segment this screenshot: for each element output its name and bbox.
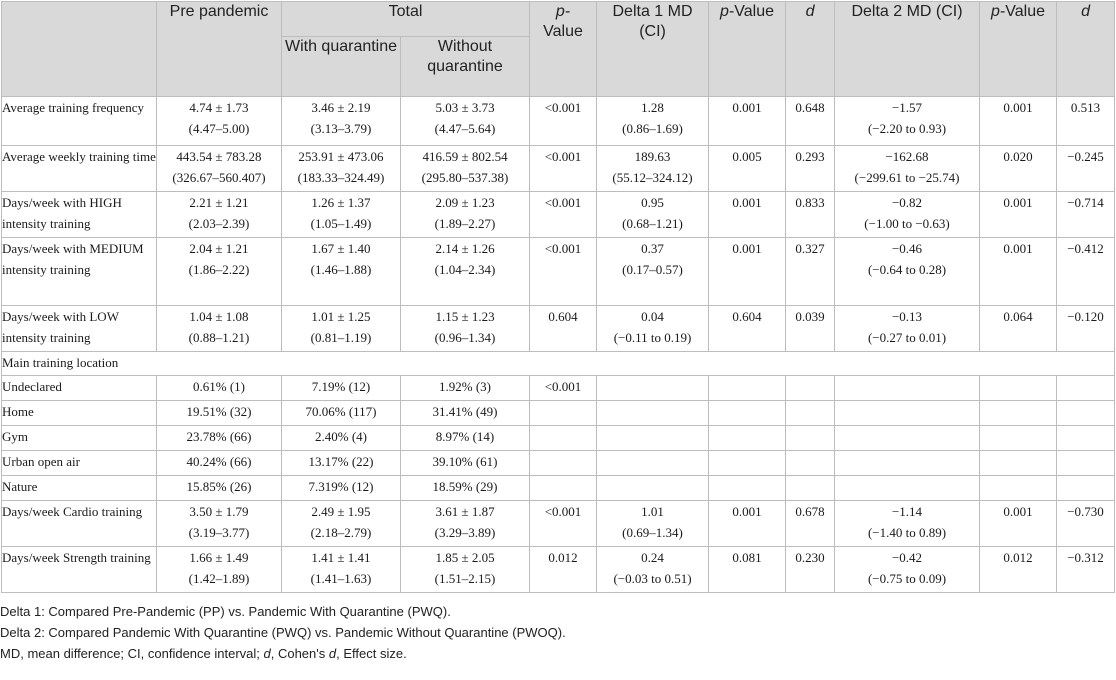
empty-cell [709,376,786,401]
location-label [2,376,157,401]
delta-1-d-cell-value: 0.327 [795,241,825,256]
p-value-cell-value: <0.001 [544,195,582,210]
delta-1-cell-value: (0.69–1.34) [622,525,683,540]
without-quarantine-cell-value: (1.89–2.27) [434,216,496,231]
location-label [2,451,157,476]
empty-cell [709,401,786,426]
delta-1-cell-value: (−0.11 to 0.19) [613,330,692,345]
pre-pandemic-cell-value: 2.21 ± 1.21 [189,195,249,210]
pre-pandemic-cell [157,238,282,306]
header-delta-1: Delta 1 MD (CI) [597,2,709,97]
delta-2-cell [835,306,980,352]
empty-cell [1057,376,1115,401]
header-p-value-2: p-Value [709,2,786,97]
delta-1-p-cell-value: 0.081 [732,550,762,565]
delta-2-p-cell-value: 0.001 [1003,504,1033,519]
pre-pandemic-cell [157,306,282,352]
with-quarantine-cell [282,476,401,501]
without-quarantine-cell-value: (1.51–2.15) [434,571,496,586]
pre-pandemic-cell-value: (3.19–3.77) [188,525,250,540]
without-quarantine-cell [401,501,530,547]
p-value-cell [530,426,597,451]
empty-cell [1057,476,1115,501]
empty-cell [786,451,835,476]
row-label [2,238,157,306]
empty-cell [835,426,980,451]
with-quarantine-cell-value: 7.319% (12) [308,479,374,494]
delta-2-d-cell-value: −0.714 [1067,195,1104,210]
delta-1-p-cell [709,306,786,352]
footnote-abbreviations: MD, mean difference; CI, confidence interval; d, Cohen's d, Effect size. [0,646,407,661]
delta-1-d-cell-value: 0.648 [795,100,825,115]
table-row [2,401,1115,426]
header-pre-pandemic: Pre pandemic [157,2,282,97]
without-quarantine-cell [401,306,530,352]
with-quarantine-cell [282,426,401,451]
with-quarantine-cell [282,547,401,593]
empty-cell [786,426,835,451]
delta-2-p-cell-value: 0.064 [1003,309,1033,324]
p-value-cell [530,306,597,352]
pre-pandemic-cell [157,451,282,476]
delta-1-p-cell [709,146,786,192]
row-label-value: Average weekly training time [2,149,156,164]
with-quarantine-cell [282,376,401,401]
with-quarantine-cell-value: 70.06% (117) [305,404,377,419]
with-quarantine-cell-value: (1.46–1.88) [310,262,372,277]
p-value-cell [530,376,597,401]
delta-2-cell-value: −0.42 [891,550,923,565]
empty-cell [835,376,980,401]
pre-pandemic-cell [157,376,282,401]
empty-cell [835,451,980,476]
delta-1-p-cell [709,192,786,238]
with-quarantine-cell [282,192,401,238]
with-quarantine-cell-value: 3.46 ± 2.19 [311,100,371,115]
empty-cell [980,376,1057,401]
delta-2-p-cell [980,97,1057,146]
delta-2-p-cell-value: 0.012 [1003,550,1033,565]
row-label [2,306,157,352]
with-quarantine-cell-value: 13.17% (22) [308,454,374,469]
section-heading-row [2,352,1115,376]
with-quarantine-cell-value: (3.13–3.79) [310,121,372,136]
delta-2-d-cell [1057,501,1115,547]
delta-2-cell [835,192,980,238]
p-value-cell [530,401,597,426]
empty-cell [597,426,709,451]
with-quarantine-cell-value: 1.67 ± 1.40 [311,241,371,256]
row-label [2,192,157,238]
delta-1-p-cell [709,501,786,547]
delta-2-p-cell-value: 0.001 [1003,100,1033,115]
empty-cell [709,426,786,451]
delta-2-cell [835,146,980,192]
table-row [2,476,1115,501]
empty-cell [709,476,786,501]
header-p-value-1: p- Value [530,2,597,97]
p-value-cell-value: <0.001 [544,241,582,256]
table-row [2,192,1115,238]
table-row [2,306,1115,352]
without-quarantine-cell [401,97,530,146]
footnote-delta-1: Delta 1: Compared Pre-Pandemic (PP) vs. Pandemic With Quarantine (PWQ). [0,604,451,619]
with-quarantine-cell-value: (0.81–1.19) [310,330,372,345]
delta-1-d-cell-value: 0.678 [795,504,825,519]
delta-2-d-cell [1057,547,1115,593]
without-quarantine-cell [401,476,530,501]
empty-cell [1057,451,1115,476]
empty-cell [786,376,835,401]
empty-cell [597,451,709,476]
pre-pandemic-cell-value: (0.88–1.21) [188,330,250,345]
results-table [1,1,1115,593]
delta-2-d-cell-value: 0.513 [1070,100,1101,115]
without-quarantine-cell-value: 5.03 ± 3.73 [435,100,495,115]
delta-1-d-cell [786,192,835,238]
delta-1-cell-value: (0.86–1.69) [622,121,683,136]
p-value-cell [530,476,597,501]
row-label [2,146,157,192]
section-heading-location [2,352,1115,376]
pre-pandemic-cell-value: 3.50 ± 1.79 [189,504,249,519]
with-quarantine-cell-value: 1.01 ± 1.25 [311,309,371,324]
delta-1-cell-value: 189.63 [634,149,671,164]
delta-1-d-cell [786,238,835,306]
delta-1-p-cell [709,97,786,146]
header-delta-2: Delta 2 MD (CI) [835,2,980,97]
delta-1-cell [597,97,709,146]
row-label-value: Days/week with MEDIUM intensity training [2,241,144,277]
delta-1-d-cell-value: 0.833 [795,195,825,210]
header-without-quarantine: Without quarantine [401,37,530,97]
table-row [2,376,1115,401]
delta-2-p-cell-value: 0.001 [1003,241,1033,256]
with-quarantine-cell-value: 7.19% (12) [311,379,371,394]
delta-2-cell [835,547,980,593]
p-value-cell-value: 0.012 [548,550,578,565]
delta-2-cell-value: −1.14 [891,504,923,519]
header-with-quarantine: With quarantine [282,37,401,97]
row-label [2,97,157,146]
with-quarantine-cell [282,146,401,192]
delta-1-cell [597,547,709,593]
without-quarantine-cell [401,547,530,593]
delta-2-d-cell-value: −0.412 [1067,241,1104,256]
delta-2-d-cell-value: −0.245 [1067,149,1104,164]
delta-1-d-cell-value: 0.230 [795,550,825,565]
without-quarantine-cell [401,238,530,306]
delta-1-p-cell-value: 0.001 [732,504,762,519]
delta-1-cell [597,192,709,238]
empty-cell [980,426,1057,451]
delta-1-cell [597,238,709,306]
delta-2-cell-value: (−1.00 to −0.63) [864,216,950,231]
p-value-cell-value: <0.001 [544,504,582,519]
delta-2-cell-value: −0.82 [891,195,923,210]
delta-2-cell [835,238,980,306]
p-value-cell-value: <0.001 [544,100,582,115]
location-label [2,401,157,426]
p-value-cell [530,146,597,192]
delta-2-cell-value: −1.57 [891,100,923,115]
without-quarantine-cell [401,146,530,192]
pre-pandemic-cell-value: (326.67–560.407) [172,170,266,185]
pre-pandemic-cell-value: (2.03–2.39) [188,216,250,231]
section-heading-location-value: Main training location [2,355,119,370]
without-quarantine-cell-value: (295.80–537.38) [421,170,509,185]
delta-2-cell-value: (−0.27 to 0.01) [867,330,947,345]
p-value-cell [530,451,597,476]
pre-pandemic-cell-value: 443.54 ± 783.28 [176,149,262,164]
with-quarantine-cell [282,238,401,306]
empty-cell [1057,401,1115,426]
with-quarantine-cell-value: (183.33–324.49) [297,170,385,185]
pre-pandemic-cell [157,97,282,146]
delta-2-p-cell [980,306,1057,352]
delta-1-cell-value: 0.24 [641,550,664,565]
delta-2-p-cell-value: 0.001 [1003,195,1033,210]
delta-2-cell-value: −0.13 [891,309,923,324]
without-quarantine-cell-value: 3.61 ± 1.87 [435,504,495,519]
empty-cell [980,476,1057,501]
location-label [2,476,157,501]
row-label-value: Days/week with HIGH intensity training [2,195,122,231]
table-row [2,547,1115,593]
pre-pandemic-cell [157,146,282,192]
empty-cell [709,451,786,476]
row-label [2,547,157,593]
without-quarantine-cell-value: 1.92% (3) [439,379,491,394]
pre-pandemic-cell-value: (1.42–1.89) [188,571,250,586]
location-label-value: Nature [2,479,38,494]
delta-2-cell-value: (−0.64 to 0.28) [867,262,947,277]
delta-2-d-cell-value: −0.312 [1067,550,1104,565]
delta-1-d-cell [786,501,835,547]
pre-pandemic-cell-value: 0.61% (1) [193,379,245,394]
delta-2-d-cell-value: −0.730 [1067,504,1104,519]
p-value-cell [530,501,597,547]
p-value-cell [530,547,597,593]
pre-pandemic-cell-value: 40.24% (66) [186,454,252,469]
without-quarantine-cell [401,192,530,238]
header-d-2: d [1057,2,1115,97]
delta-1-d-cell [786,547,835,593]
delta-2-cell-value: (−0.75 to 0.09) [867,571,947,586]
without-quarantine-cell-value: (3.29–3.89) [434,525,496,540]
without-quarantine-cell-value: 1.15 ± 1.23 [435,309,495,324]
delta-1-d-cell [786,306,835,352]
with-quarantine-cell-value: 1.41 ± 1.41 [311,550,371,565]
table-row [2,451,1115,476]
empty-cell [786,401,835,426]
delta-1-cell-value: (0.17–0.57) [622,262,683,277]
without-quarantine-cell [401,426,530,451]
delta-1-cell-value: (0.68–1.21) [622,216,683,231]
p-value-cell-value: <0.001 [544,379,582,394]
pre-pandemic-cell-value: 23.78% (66) [186,429,252,444]
location-label-value: Home [2,404,34,419]
delta-2-cell-value: −162.68 [885,149,929,164]
pre-pandemic-cell [157,501,282,547]
pre-pandemic-cell-value: 15.85% (26) [186,479,252,494]
delta-2-p-cell [980,501,1057,547]
delta-1-p-cell [709,547,786,593]
delta-1-cell [597,306,709,352]
row-label-value: Days/week with LOW intensity training [2,309,119,345]
header-p-value-3: p-Value [980,2,1057,97]
without-quarantine-cell-value: 31.41% (49) [432,404,498,419]
delta-2-d-cell [1057,238,1115,306]
p-value-cell-value: 0.604 [548,309,578,324]
without-quarantine-cell-value: 1.85 ± 2.05 [435,550,495,565]
delta-1-cell [597,146,709,192]
delta-1-cell [597,501,709,547]
delta-2-p-cell [980,192,1057,238]
table-row [2,146,1115,192]
empty-cell [597,376,709,401]
with-quarantine-cell-value: (1.05–1.49) [310,216,372,231]
p-value-cell [530,238,597,306]
p-value-cell [530,192,597,238]
location-label-value: Undeclared [2,379,62,394]
delta-2-cell [835,97,980,146]
delta-1-p-cell-value: 0.001 [732,195,762,210]
delta-2-d-cell-value: −0.120 [1067,309,1104,324]
delta-1-cell-value: 0.95 [641,195,664,210]
with-quarantine-cell-value: 2.49 ± 1.95 [311,504,371,519]
without-quarantine-cell-value: 416.59 ± 802.54 [422,149,508,164]
delta-1-d-cell-value: 0.293 [795,149,825,164]
pre-pandemic-cell-value: 1.66 ± 1.49 [189,550,249,565]
with-quarantine-cell [282,451,401,476]
with-quarantine-cell [282,97,401,146]
delta-1-d-cell-value: 0.039 [795,309,825,324]
empty-cell [835,401,980,426]
with-quarantine-cell-value: 1.26 ± 1.37 [311,195,371,210]
delta-1-p-cell [709,238,786,306]
with-quarantine-cell-value: (1.41–1.63) [310,571,372,586]
without-quarantine-cell-value: 2.09 ± 1.23 [435,195,495,210]
row-label-value: Days/week Cardio training [2,504,143,519]
without-quarantine-cell-value: (1.04–2.34) [434,262,496,277]
empty-cell [1057,426,1115,451]
pre-pandemic-cell [157,192,282,238]
delta-1-cell-value: 1.01 [641,504,664,519]
pre-pandemic-cell-value: 1.04 ± 1.08 [189,309,249,324]
table-row [2,97,1115,146]
row-label-value: Days/week Strength training [2,550,151,565]
with-quarantine-cell-value: 253.91 ± 473.06 [298,149,384,164]
header-total: Total [282,2,530,37]
p-value-cell-value: <0.001 [544,149,582,164]
without-quarantine-cell [401,401,530,426]
header-label-corner [2,2,157,97]
footnote-delta-2: Delta 2: Compared Pandemic With Quarantine (PWQ) vs. Pandemic Without Quarantine (PWOQ). [0,625,566,640]
delta-1-p-cell-value: 0.001 [732,100,762,115]
with-quarantine-cell [282,306,401,352]
pre-pandemic-cell-value: 2.04 ± 1.21 [189,241,249,256]
delta-2-p-cell-value: 0.020 [1003,149,1033,164]
delta-2-p-cell [980,238,1057,306]
without-quarantine-cell-value: (4.47–5.64) [434,121,496,136]
with-quarantine-cell [282,501,401,547]
location-label-value: Gym [2,429,28,444]
without-quarantine-cell [401,376,530,401]
pre-pandemic-cell-value: (4.47–5.00) [188,121,250,136]
pre-pandemic-cell-value: (1.86–2.22) [188,262,250,277]
empty-cell [786,476,835,501]
empty-cell [980,451,1057,476]
delta-2-d-cell [1057,146,1115,192]
pre-pandemic-cell [157,476,282,501]
delta-2-d-cell [1057,97,1115,146]
without-quarantine-cell-value: (0.96–1.34) [434,330,496,345]
delta-2-cell-value: (−2.20 to 0.93) [867,121,947,136]
table-row [2,501,1115,547]
delta-1-cell-value: (−0.03 to 0.51) [613,571,692,586]
empty-cell [835,476,980,501]
delta-2-cell-value: (−299.61 to −25.74) [854,170,960,185]
empty-cell [597,401,709,426]
delta-1-p-cell-value: 0.604 [732,309,762,324]
pre-pandemic-cell [157,547,282,593]
header-d-1: d [786,2,835,97]
delta-1-p-cell-value: 0.001 [732,241,762,256]
pre-pandemic-cell [157,401,282,426]
location-label [2,426,157,451]
empty-cell [980,401,1057,426]
without-quarantine-cell-value: 2.14 ± 1.26 [435,241,495,256]
delta-1-d-cell [786,146,835,192]
delta-2-p-cell [980,146,1057,192]
without-quarantine-cell-value: 8.97% (14) [435,429,495,444]
without-quarantine-cell [401,451,530,476]
without-quarantine-cell-value: 39.10% (61) [432,454,498,469]
delta-1-cell-value: 0.04 [641,309,664,324]
delta-2-cell-value: −0.46 [891,241,923,256]
without-quarantine-cell-value: 18.59% (29) [432,479,498,494]
delta-1-cell-value: 1.28 [641,100,664,115]
footnotes [0,601,566,664]
p-value-cell [530,97,597,146]
table-row [2,238,1115,306]
pre-pandemic-cell [157,426,282,451]
delta-1-p-cell-value: 0.005 [732,149,762,164]
delta-1-d-cell [786,97,835,146]
with-quarantine-cell [282,401,401,426]
table-row [2,426,1115,451]
row-label [2,501,157,547]
delta-2-cell [835,501,980,547]
pre-pandemic-cell-value: 4.74 ± 1.73 [189,100,249,115]
delta-2-d-cell [1057,192,1115,238]
delta-2-d-cell [1057,306,1115,352]
row-label-value: Average training frequency [2,100,144,115]
location-label-value: Urban open air [2,454,80,469]
with-quarantine-cell-value: 2.40% (4) [315,429,367,444]
delta-2-p-cell [980,547,1057,593]
delta-1-cell-value: (55.12–324.12) [612,170,693,185]
empty-cell [597,476,709,501]
delta-1-cell-value: 0.37 [641,241,664,256]
delta-2-cell-value: (−1.40 to 0.89) [867,525,947,540]
with-quarantine-cell-value: (2.18–2.79) [310,525,372,540]
pre-pandemic-cell-value: 19.51% (32) [186,404,252,419]
